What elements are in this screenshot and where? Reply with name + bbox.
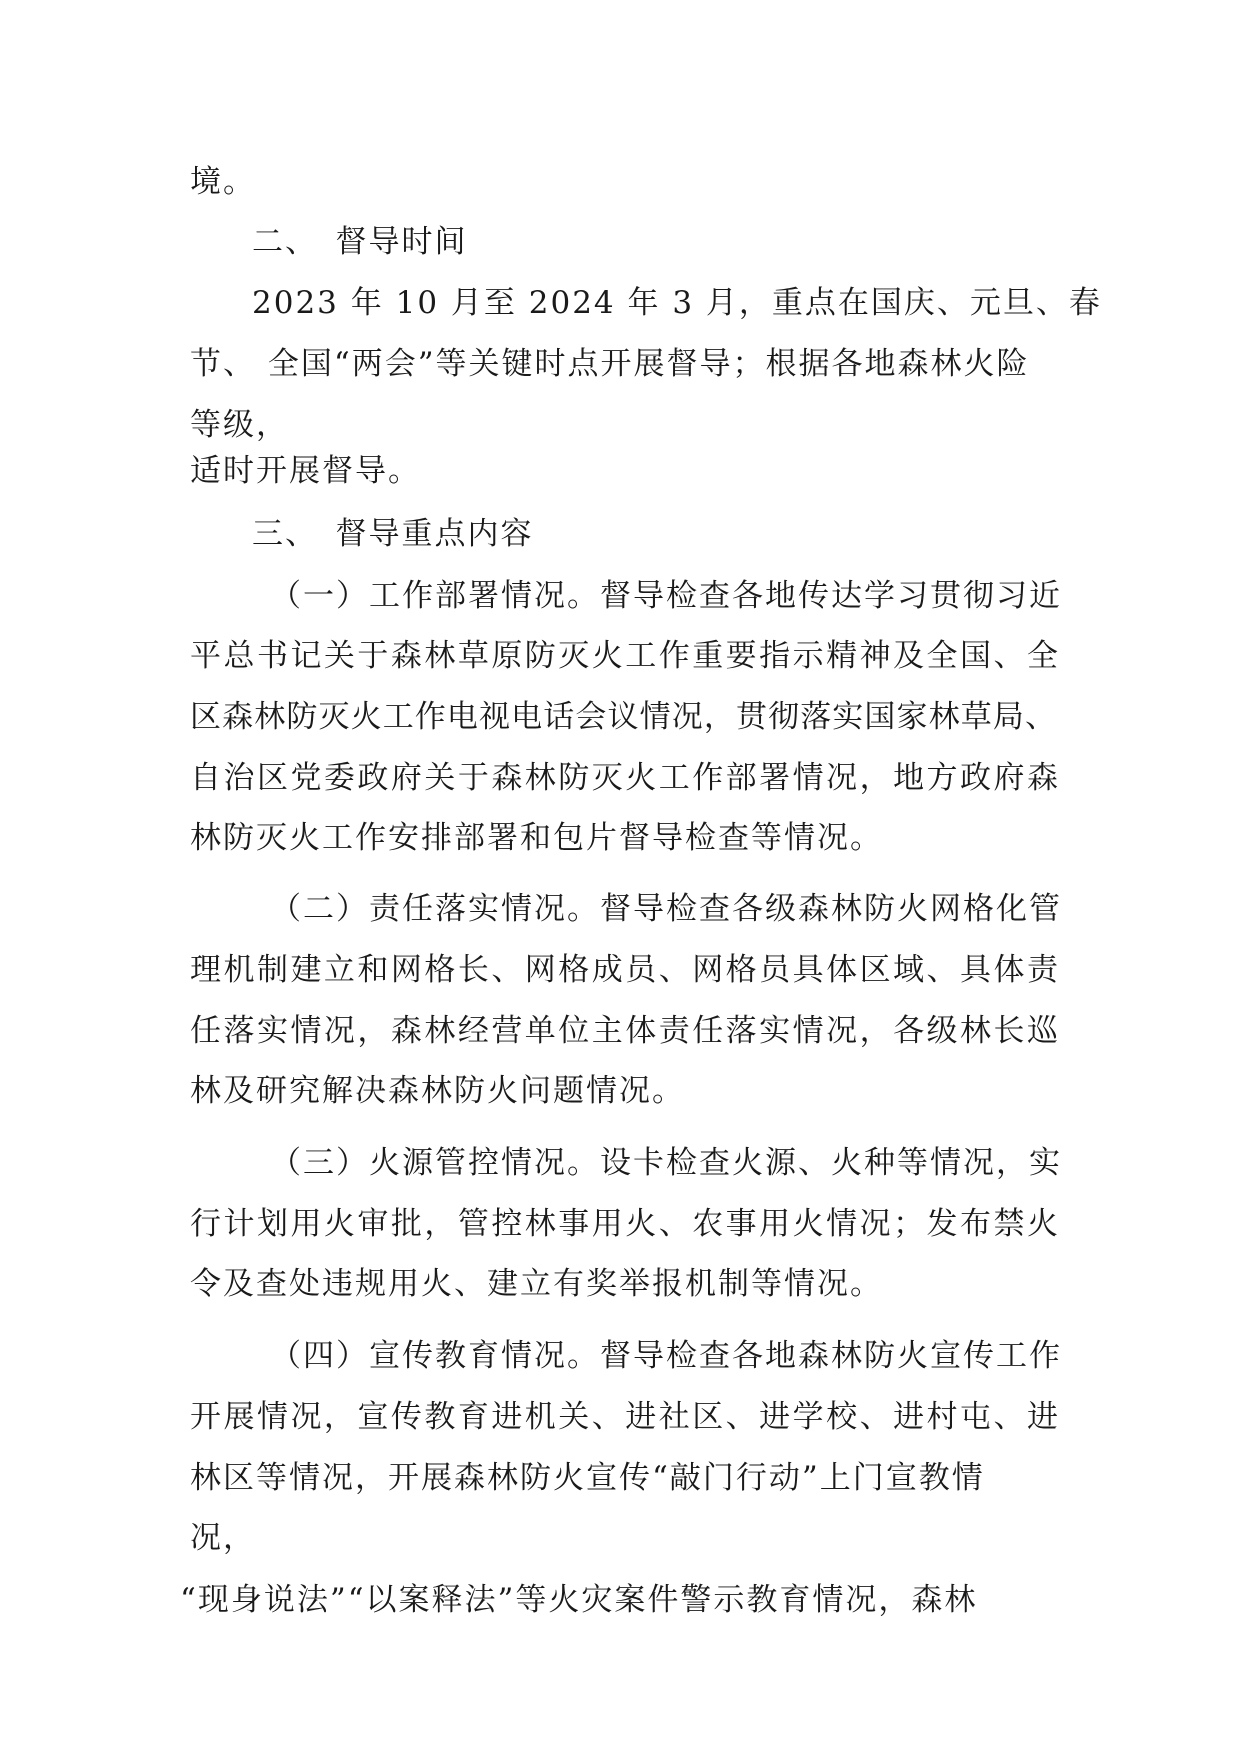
paragraph-start: （三）火源管控情况。设卡检查火源、火种等情况，实 xyxy=(270,1145,1062,1181)
paragraph-start: （二）责任落实情况。督导检查各级森林防火网格化管 xyxy=(270,891,1062,927)
section-heading: 三、 督导重点内容 xyxy=(252,516,534,552)
text-line: 区森林防灭火工作电视电话会议情况，贯彻落实国家林草局、 xyxy=(190,699,1056,735)
text-line: 2023 年 10 月至 2024 年 3 月，重点在国庆、元旦、春 xyxy=(252,285,1102,321)
text-line: 开展情况，宣传教育进机关、进社区、进学校、进村屯、进 xyxy=(190,1399,1058,1435)
section-heading: 二、 督导时间 xyxy=(252,224,468,260)
text-line: 等级， xyxy=(190,407,289,443)
text-line: 行计划用火审批，管控林事用火、农事用火情况；发布禁火 xyxy=(190,1206,1058,1242)
text-line: 林区等情况，开展森林防火宣传“敲门行动”上门宣教情 xyxy=(190,1460,985,1496)
text-line: 境。 xyxy=(190,164,256,200)
paragraph-start: （四）宣传教育情况。督导检查各地森林防火宣传工作 xyxy=(270,1338,1062,1374)
text-line: 理机制建立和网格长、网格成员、网格员具体区域、具体责 xyxy=(190,952,1058,988)
text-line: 节、 全国“两会”等关键时点开展督导；根据各地森林火险 xyxy=(190,346,1030,382)
paragraph-start: （一）工作部署情况。督导检查各地传达学习贯彻习近 xyxy=(270,578,1062,614)
text-line: 况， xyxy=(190,1520,256,1556)
text-line: 自治区党委政府关于森林防灭火工作部署情况，地方政府森 xyxy=(190,760,1058,796)
text-line: 林防灭火工作安排部署和包片督导检查等情况。 xyxy=(190,820,883,856)
text-line: 任落实情况，森林经营单位主体责任落实情况，各级林长巡 xyxy=(190,1013,1058,1049)
text-line: 林及研究解决森林防火问题情况。 xyxy=(190,1073,685,1109)
text-line: “现身说法”“以案释法”等火灾案件警示教育情况，森林 xyxy=(180,1582,978,1618)
text-line: 适时开展督导。 xyxy=(190,453,421,489)
text-line: 平总书记关于森林草原防灭火工作重要指示精神及全国、全 xyxy=(190,638,1058,674)
text-line: 令及查处违规用火、建立有奖举报机制等情况。 xyxy=(190,1266,883,1302)
